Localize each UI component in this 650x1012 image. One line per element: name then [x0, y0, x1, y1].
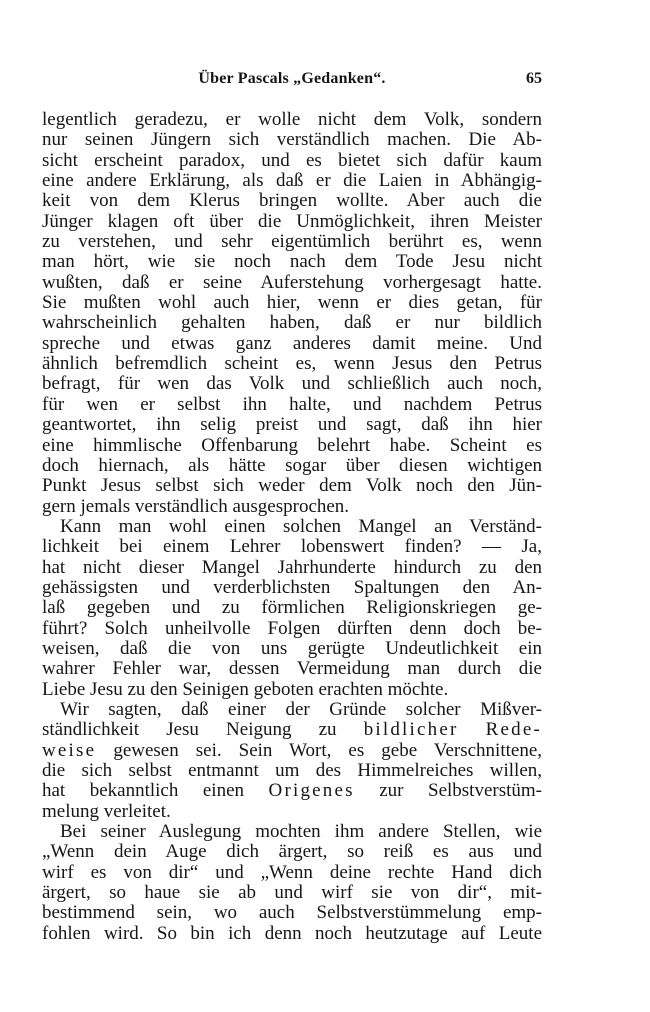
text-line: Punkt Jesus selbst sich weder dem Volk noch den Jün-: [42, 476, 542, 497]
text-line: weisen, daß die von uns gerügte Undeutlichkeit ein: [42, 638, 542, 659]
text-line: sicht erscheint paradox, und es bietet sich dafür kaum: [42, 150, 542, 171]
text-run: zur Selbstverstüm-: [379, 781, 542, 802]
text-line: wahrer Fehler war, dessen Vermeidung man durch die: [42, 659, 542, 680]
text-line: melung verleitet.: [42, 801, 171, 822]
text-line: gehässigsten und verderblichsten Spaltungen den An-: [42, 577, 542, 598]
text-line: lichkeit bei einem Lehrer lobenswert finden? — Ja,: [42, 537, 542, 558]
text-line: geantwortet, ihn selig preist und sagt, daß ihn hier: [42, 415, 542, 436]
text-line: legentlich geradezu, er wolle nicht dem Volk, sondern: [42, 110, 542, 130]
text-line: hat nicht dieser Mangel Jahrhunderte hindurch zu den: [42, 557, 542, 578]
spaced-emphasis: Rede-: [485, 720, 542, 741]
text-run: gewesen sei. Sein Wort, es gebe Verschnittene,: [113, 740, 542, 761]
text-line: eine andere Erklärung, als daß er die Laien in Abhängig-: [42, 171, 542, 192]
text-line: befragt, für wen das Volk und schließlich auch noch,: [42, 374, 542, 395]
text-line: die sich selbst entmannt um des Himmelreiches willen,: [42, 761, 542, 781]
text-line: ähnlich befremdlich scheint es, wenn Jesus den Petrus: [42, 354, 542, 375]
text-line: doch hiernach, als hätte sogar über diesen wichtigen: [42, 455, 542, 476]
text-line: „Wenn dein Auge dich ärgert, so reiß es aus und: [42, 842, 542, 863]
text-line: laß gegeben und zu förmlichen Religionskriegen ge-: [42, 598, 542, 619]
text-line: ärgert, so haue sie ab und wirf sie von dir“, mit-: [42, 883, 542, 904]
text-line: Jünger klagen oft über die Unmöglichkeit, ihren Meister: [42, 211, 542, 232]
body-text: [42, 110, 542, 944]
text-line: zu verstehen, und sehr eigentümlich berührt es, wenn: [42, 232, 542, 253]
text-line: bestimmend sein, wo auch Selbstverstümmelung emp-: [42, 903, 542, 924]
text-line: man hört, wie sie noch nach dem Tode Jesu nicht: [42, 252, 542, 273]
text-run: hat bekanntlich einen: [42, 781, 245, 802]
text-line: nur seinen Jüngern sich verständlich machen. Die Ab-: [42, 130, 542, 151]
text-line: Wir sagten, daß einer der Gründe solcher Mißver-: [60, 699, 542, 720]
text-line: wahrscheinlich gehalten haben, daß er nur bildlich: [42, 313, 542, 334]
text-line: für wen er selbst ihn halte, und nachdem Petrus: [42, 394, 542, 415]
page-header: [42, 70, 542, 94]
spaced-emphasis: Origenes: [268, 781, 355, 802]
text-line: [42, 741, 542, 761]
spaced-emphasis: bildlicher: [363, 720, 459, 741]
text-line: wußten, daß er seine Auferstehung vorhergesagt hatte.: [42, 272, 542, 293]
text-line: Sie mußten wohl auch hier, wenn er dies getan, für: [42, 293, 542, 314]
spaced-emphasis: weise: [42, 740, 97, 761]
text-line: wirf es von dir“ und „Wenn deine rechte Hand dich: [42, 862, 542, 883]
running-title: Über Pascals „Gedanken“.: [198, 70, 386, 87]
text-line: Liebe Jesu zu den Seinigen geboten erachten möchte.: [42, 679, 449, 700]
text-line: Kann man wohl einen solchen Mangel an Verständ-: [60, 516, 542, 537]
text-line: fohlen wird. So bin ich denn noch heutzutage auf Leute: [42, 923, 542, 944]
text-line: keit von dem Klerus bringen wollte. Aber auch die: [42, 191, 542, 212]
text-line: eine himmlische Offenbarung belehrt habe. Scheint es: [42, 435, 542, 456]
page-number: 65: [526, 70, 542, 87]
text-line: [42, 720, 542, 740]
text-line: Bei seiner Auslegung mochten ihm andere Stellen, wie: [60, 822, 542, 843]
text-run: ständlichkeit Jesu Neigung zu: [42, 720, 337, 741]
text-line: gern jemals verständlich ausgesprochen.: [42, 496, 350, 517]
text-line: führt? Solch unheilvolle Folgen dürften denn doch be-: [42, 618, 542, 639]
text-line: spreche und etwas ganz anderes damit meine. Und: [42, 333, 542, 354]
text-line: [42, 781, 542, 801]
